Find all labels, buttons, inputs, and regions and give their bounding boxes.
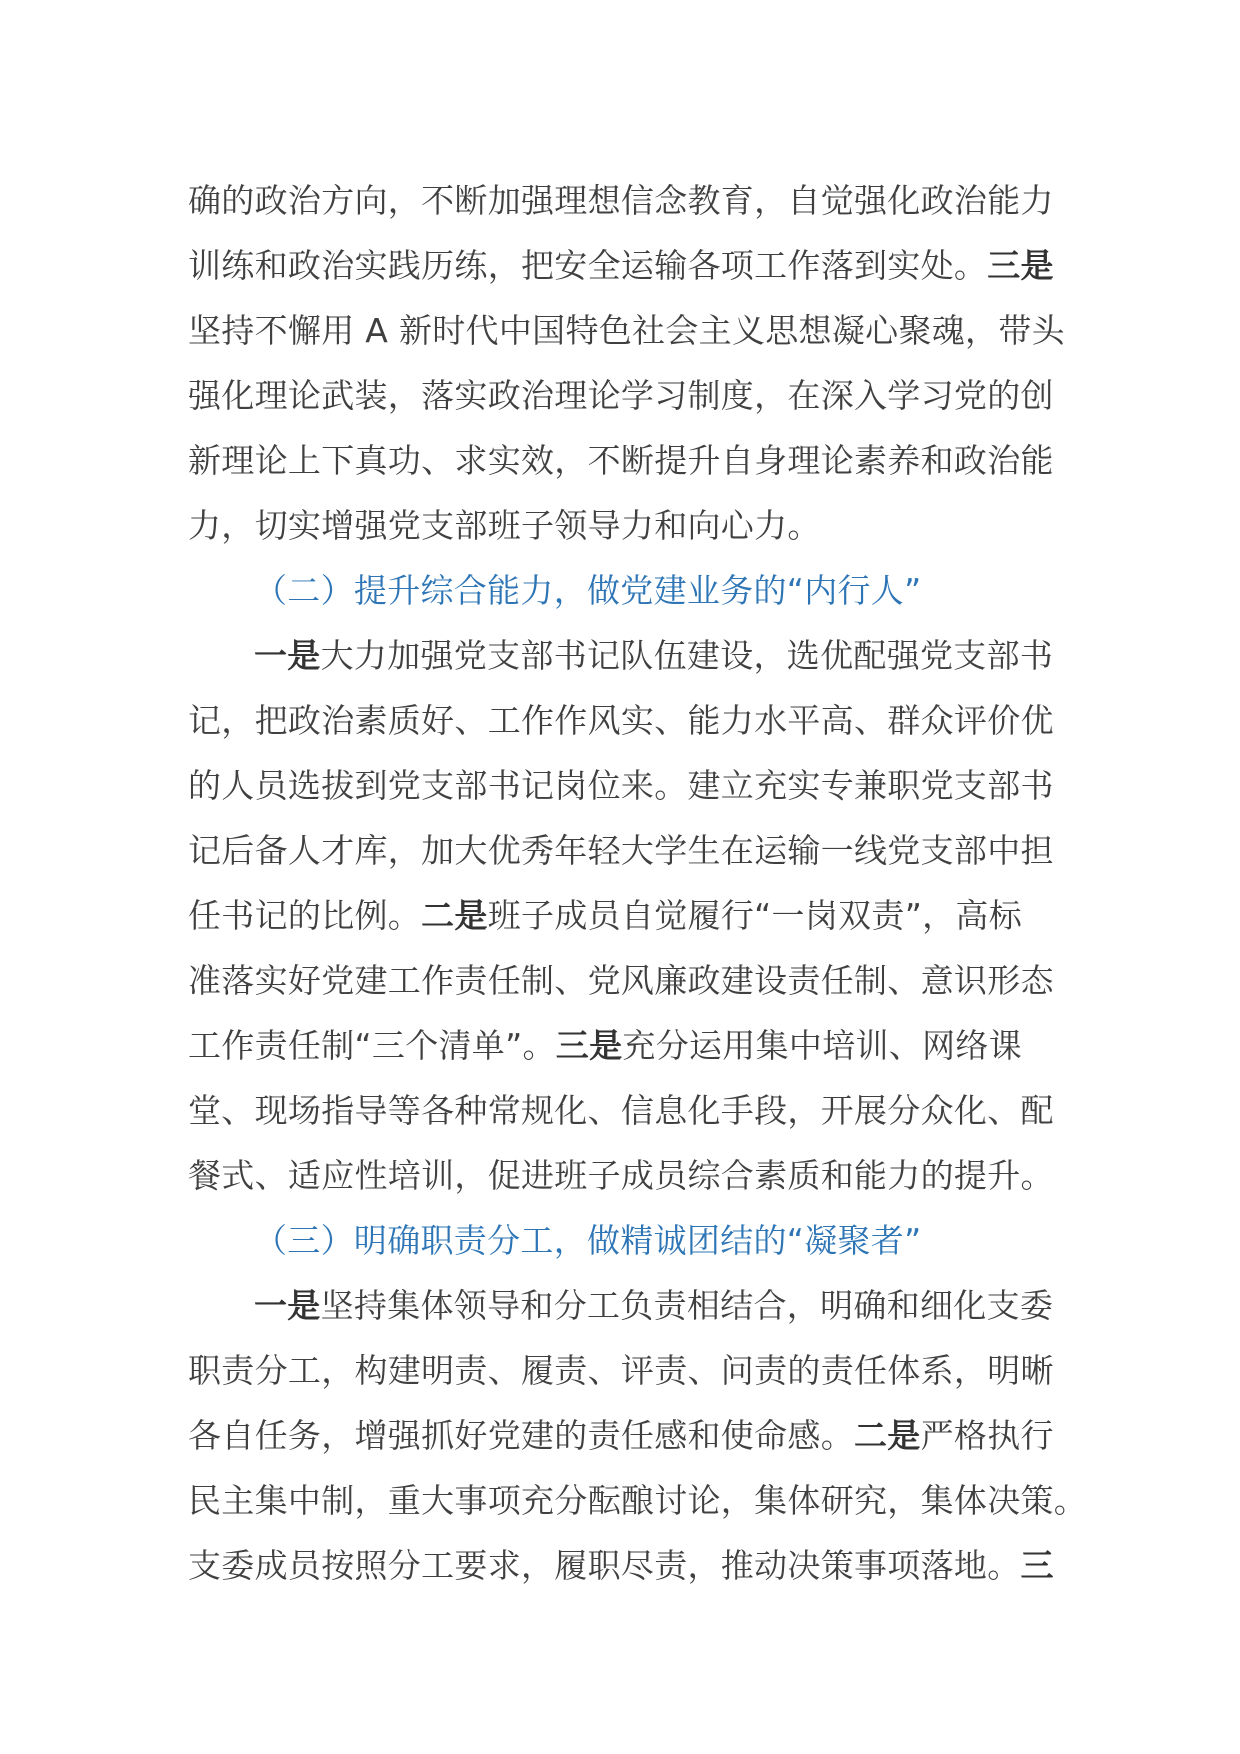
text-line	[188, 1013, 1054, 1078]
text-segment: （三）明确职责分工，做精诚团结的“凝聚者”	[254, 1221, 922, 1260]
text-line	[188, 753, 1054, 818]
text-line	[188, 233, 1054, 298]
text-segment: 训练和政治实践历练，把安全运输各项工作落到实处。	[188, 246, 988, 285]
text-line	[188, 1468, 1088, 1533]
text-segment: 支委成员按照分工要求，履职尽责，推动决策事项落地。	[188, 1546, 1021, 1585]
text-segment: 严格执行	[920, 1416, 1054, 1455]
text-segment: 记，把政治素质好、工作作风实、能力水平高、群众评价优	[188, 701, 1054, 740]
text-line	[188, 948, 1054, 1013]
document-body	[188, 168, 1088, 1598]
text-segment: 准落实好党建工作责任制、党风廉政建设责任制、意识形态	[188, 961, 1054, 1000]
text-segment: （二）提升综合能力，做党建业务的“内行人”	[254, 571, 922, 610]
text-line	[188, 168, 1054, 233]
text-line	[188, 1533, 1054, 1598]
text-line	[188, 1403, 1054, 1468]
text-line	[188, 1338, 1054, 1403]
text-segment: 充分运用集中培训、网络课	[622, 1026, 1023, 1065]
text-line	[188, 1273, 1054, 1338]
text-segment: 任书记的比例。	[188, 896, 422, 935]
emphasis-text: 一是	[254, 1286, 321, 1325]
text-segment: 民主集中制，重大事项充分酝酿讨论，集体研究，集体决策。	[188, 1481, 1088, 1520]
emphasis-text: 三是	[555, 1026, 623, 1065]
text-segment: 坚持不懈用 A 新时代中国特色社会主义思想凝心聚魂，带头	[188, 311, 1065, 350]
text-line	[188, 363, 1054, 428]
text-segment: 职责分工，构建明责、履责、评责、问责的责任体系，明晰	[188, 1351, 1054, 1390]
section-heading	[188, 558, 1054, 623]
text-segment: 新理论上下真功、求实效，不断提升自身理论素养和政治能	[188, 441, 1054, 480]
section-heading	[188, 1208, 1054, 1273]
text-segment: 班子成员自觉履行“一岗双责”，高标	[487, 896, 1023, 935]
text-line	[188, 493, 1054, 558]
text-segment: 各自任务，增强抓好党建的责任感和使命感。	[188, 1416, 854, 1455]
emphasis-text: 二是	[421, 896, 488, 935]
text-line	[188, 428, 1054, 493]
emphasis-text: 三	[1020, 1546, 1054, 1585]
text-segment: 记后备人才库，加大优秀年轻大学生在运输一线党支部中担	[188, 831, 1054, 870]
text-line	[188, 298, 1065, 363]
text-segment: 工作责任制“三个清单”。	[188, 1026, 556, 1065]
text-line	[188, 1078, 1054, 1143]
emphasis-text: 二是	[854, 1416, 921, 1455]
text-line	[188, 688, 1054, 753]
text-segment: 坚持集体领导和分工负责相结合，明确和细化支委	[320, 1286, 1054, 1325]
text-line	[188, 883, 1054, 948]
text-segment: 力，切实增强党支部班子领导力和向心力。	[188, 506, 821, 545]
text-segment: 餐式、适应性培训，促进班子成员综合素质和能力的提升。	[188, 1156, 1054, 1195]
text-segment: 堂、现场指导等各种常规化、信息化手段，开展分众化、配	[188, 1091, 1054, 1130]
text-segment: 强化理论武装，落实政治理论学习制度，在深入学习党的创	[188, 376, 1054, 415]
text-segment: 大力加强党支部书记队伍建设，选优配强党支部书	[320, 636, 1054, 675]
text-line	[188, 818, 1054, 883]
text-segment: 确的政治方向，不断加强理想信念教育，自觉强化政治能力	[188, 181, 1054, 220]
emphasis-text: 三是	[987, 246, 1054, 285]
text-segment: 的人员选拔到党支部书记岗位来。建立充实专兼职党支部书	[188, 766, 1054, 805]
emphasis-text: 一是	[254, 636, 321, 675]
text-line	[188, 623, 1054, 688]
text-line	[188, 1143, 1054, 1208]
